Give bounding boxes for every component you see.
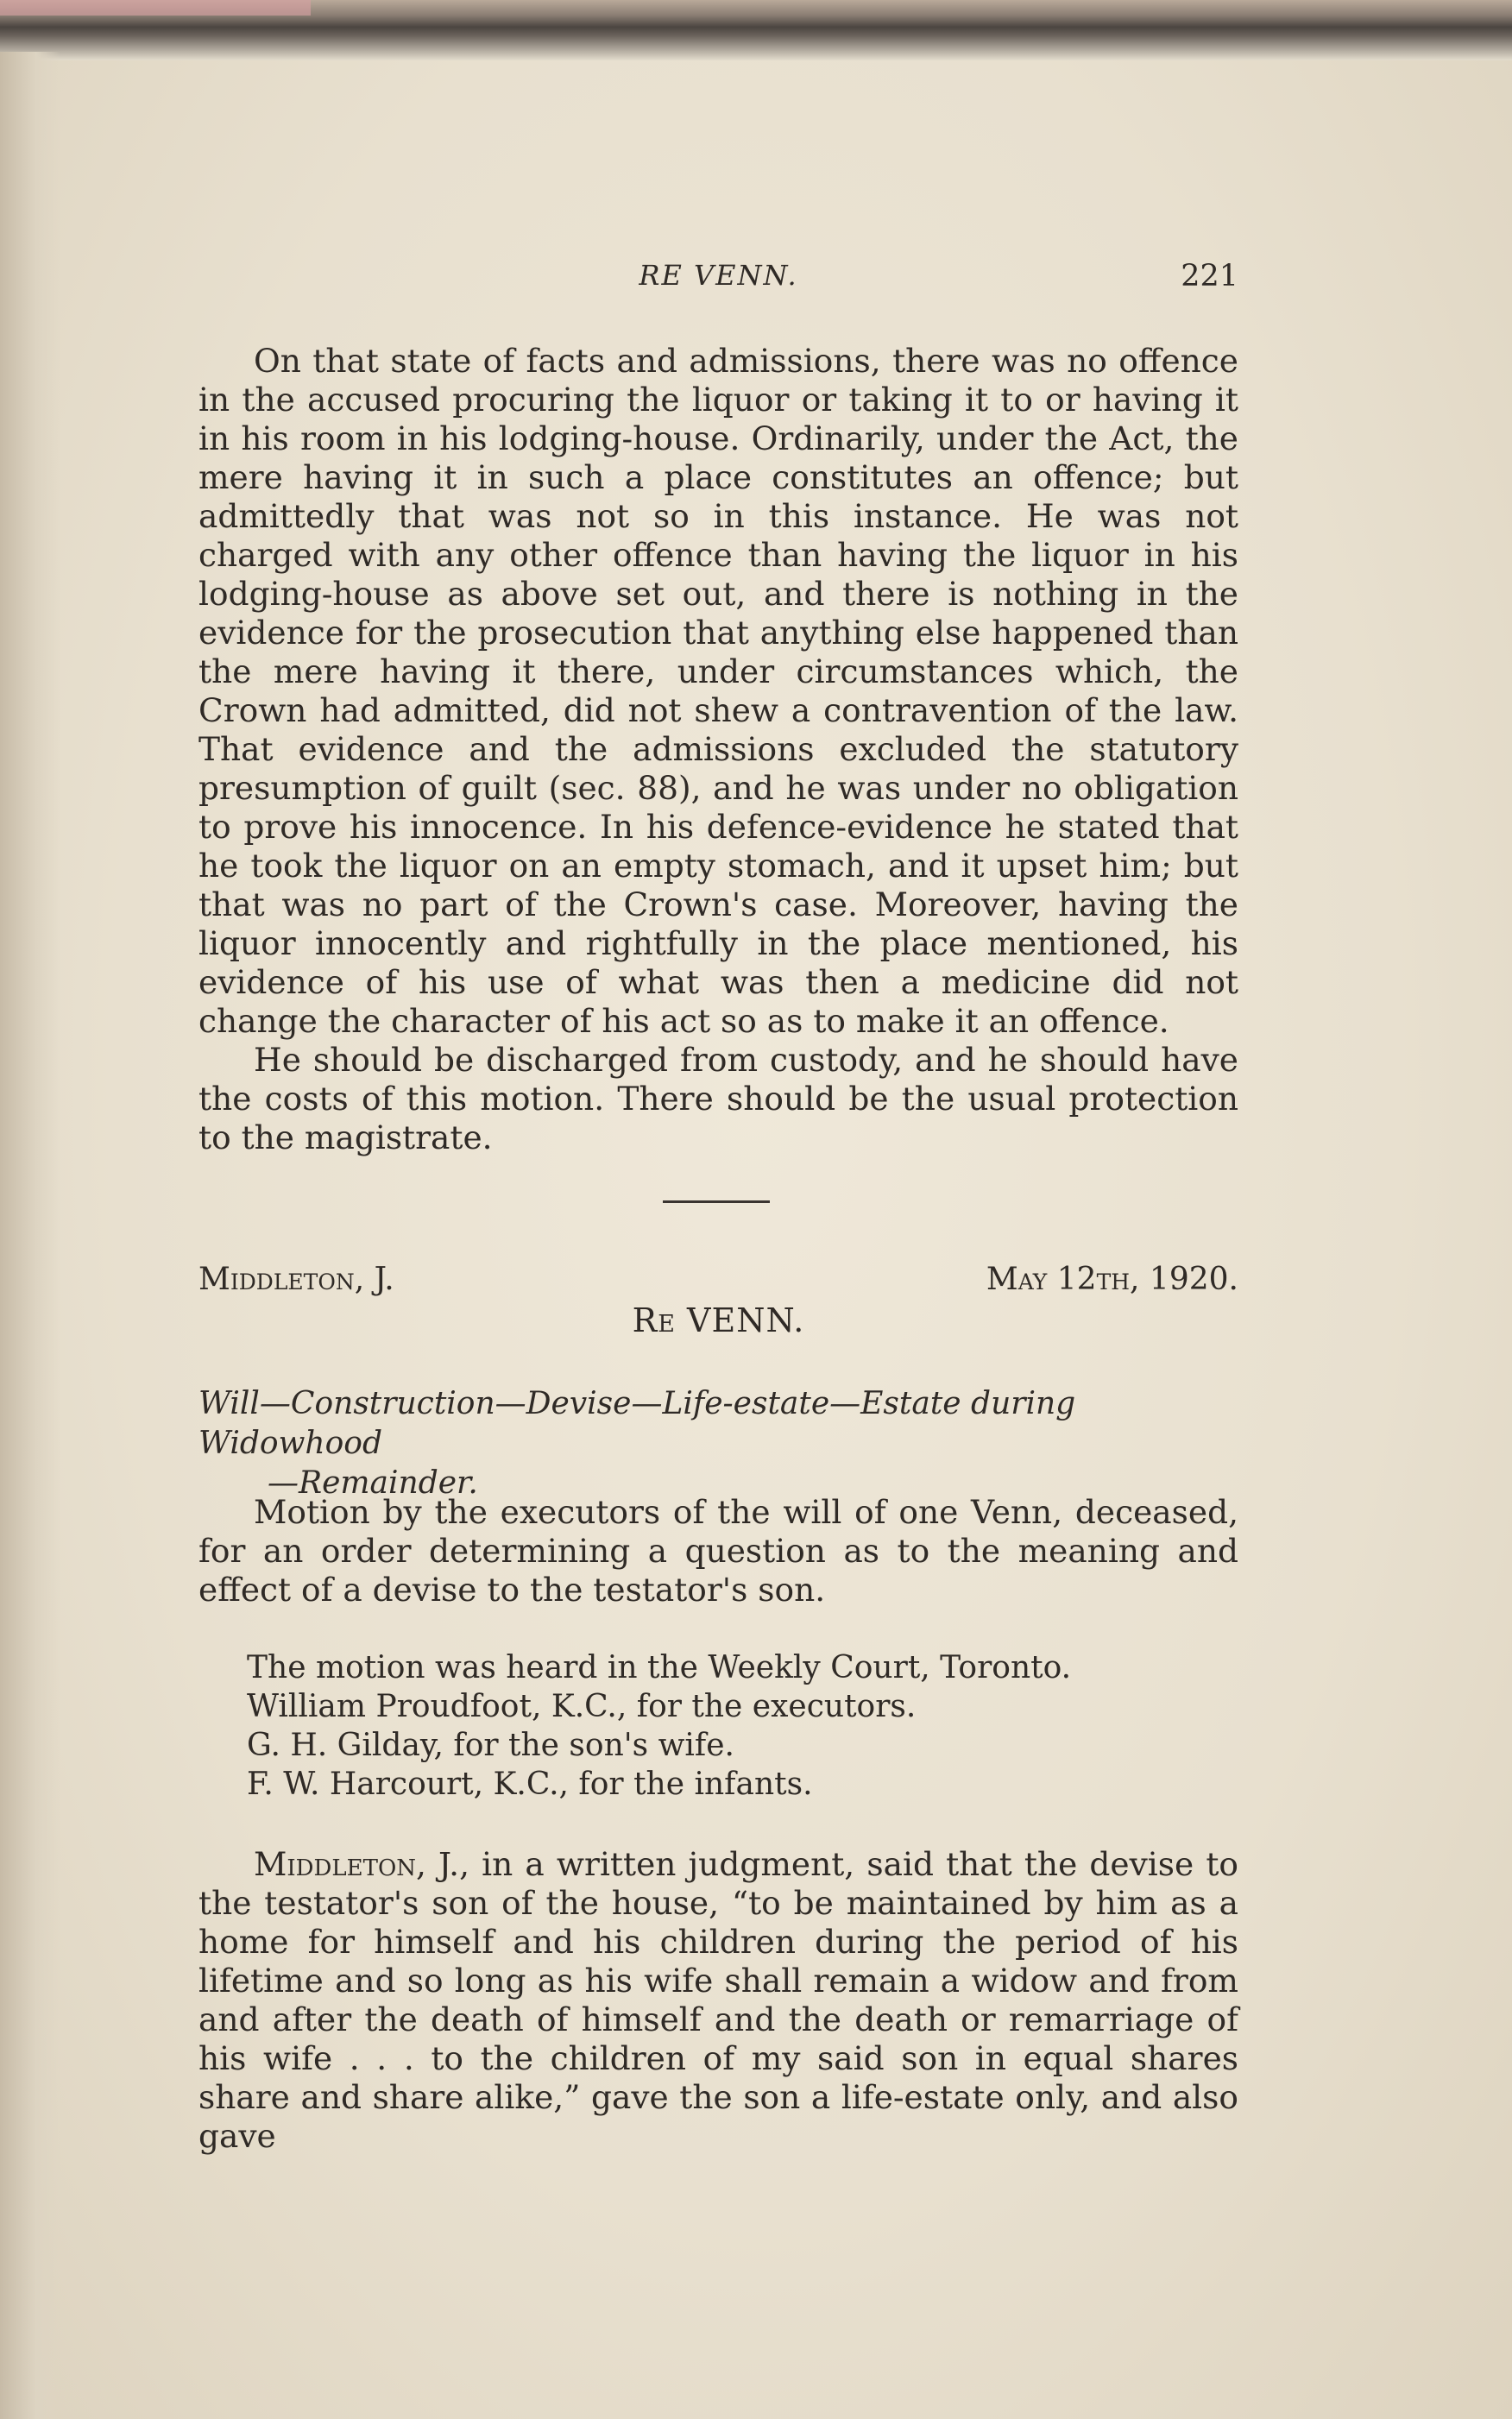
paper-tab: [0, 0, 311, 16]
case-judge-line: [198, 1262, 1238, 1305]
counsel-list: [247, 1648, 1239, 1804]
counsel-line: G. H. Gilday, for the son's wife.: [247, 1728, 734, 1763]
headnote: [198, 1384, 1238, 1503]
motion-paragraph: Motion by the executors of the will of one Venn, deceased, for an order determining a question as to the meaning and effect of a devise to the testator's son.: [198, 1493, 1238, 1609]
judgment-judge-name: Middleton, J.: [254, 1845, 460, 1883]
body-top: [198, 342, 1238, 1157]
paragraph: On that state of facts and admissions, there was no offence in the accused procuring the liquor or taking it to or having it in his room in his lodging-house. Ordinarily, under the Act, the mere having it in such a place constitutes an offence; but admittedly that was not so in this instance. He was not charged with any other offence than having the liquor in his lodging-house as above set out, and there is nothing in the evidence for the prosecution that anything else happened than the mere having it there, under circumstances which, the Crown had admitted, did not shew a contravention of the law. That evidence and the admissions excluded the statutory presumption of guilt (sec. 88), and he was under no obligation to prove his innocence. In his defence-evidence he stated that he took the liquor on an empty stomach, and it upset him; but that was no part of the Crown's case. Moreover, having the liquor innocently and rightfully in the place mentioned, his evidence of his use of what was then a medicine did not change the character of his act so as to make it an offence.: [198, 342, 1238, 1040]
counsel-line: The motion was heard in the Weekly Court, Toronto.: [247, 1650, 1072, 1685]
case-title: Re VENN.: [632, 1301, 805, 1339]
section-rule: [663, 1200, 770, 1203]
counsel-line: F. W. Harcourt, K.C., for the infants.: [247, 1767, 813, 1802]
judgment-block: [198, 1845, 1238, 2156]
counsel-line: William Proudfoot, K.C., for the executors.: [247, 1689, 917, 1724]
judge-name: Middleton, J.: [198, 1262, 394, 1297]
paragraph: He should be discharged from custody, and he should have the costs of this motion. There should be the usual protection to the magistrate.: [198, 1041, 1238, 1156]
judgment-paragraph: [198, 1845, 1238, 2156]
headnote-line: —Remainder.: [268, 1465, 478, 1501]
headnote-line: Will—Construction—Devise—Life-estate—Estate during Widowhood: [198, 1386, 1076, 1461]
page-number: 221: [1181, 259, 1238, 293]
book-gutter: [0, 52, 60, 2419]
decision-date: May 12th, 1920.: [986, 1262, 1238, 1297]
judgment-text: , in a written judgment, said that the devise to the testator's son of the house, “to be maintained by him as a home for himself and his children during the period of his lifetime and so long as his wife shall remain a widow and from and after the death of himself and the death or remarriage of his wife . . . to the children of my said son in equal shares share and share alike,” gave the son a life-estate only, and also gave: [198, 1845, 1238, 2155]
motion-paragraph-block: [198, 1493, 1238, 1610]
running-head-title: RE VENN.: [639, 259, 798, 292]
running-head: [198, 259, 1238, 302]
